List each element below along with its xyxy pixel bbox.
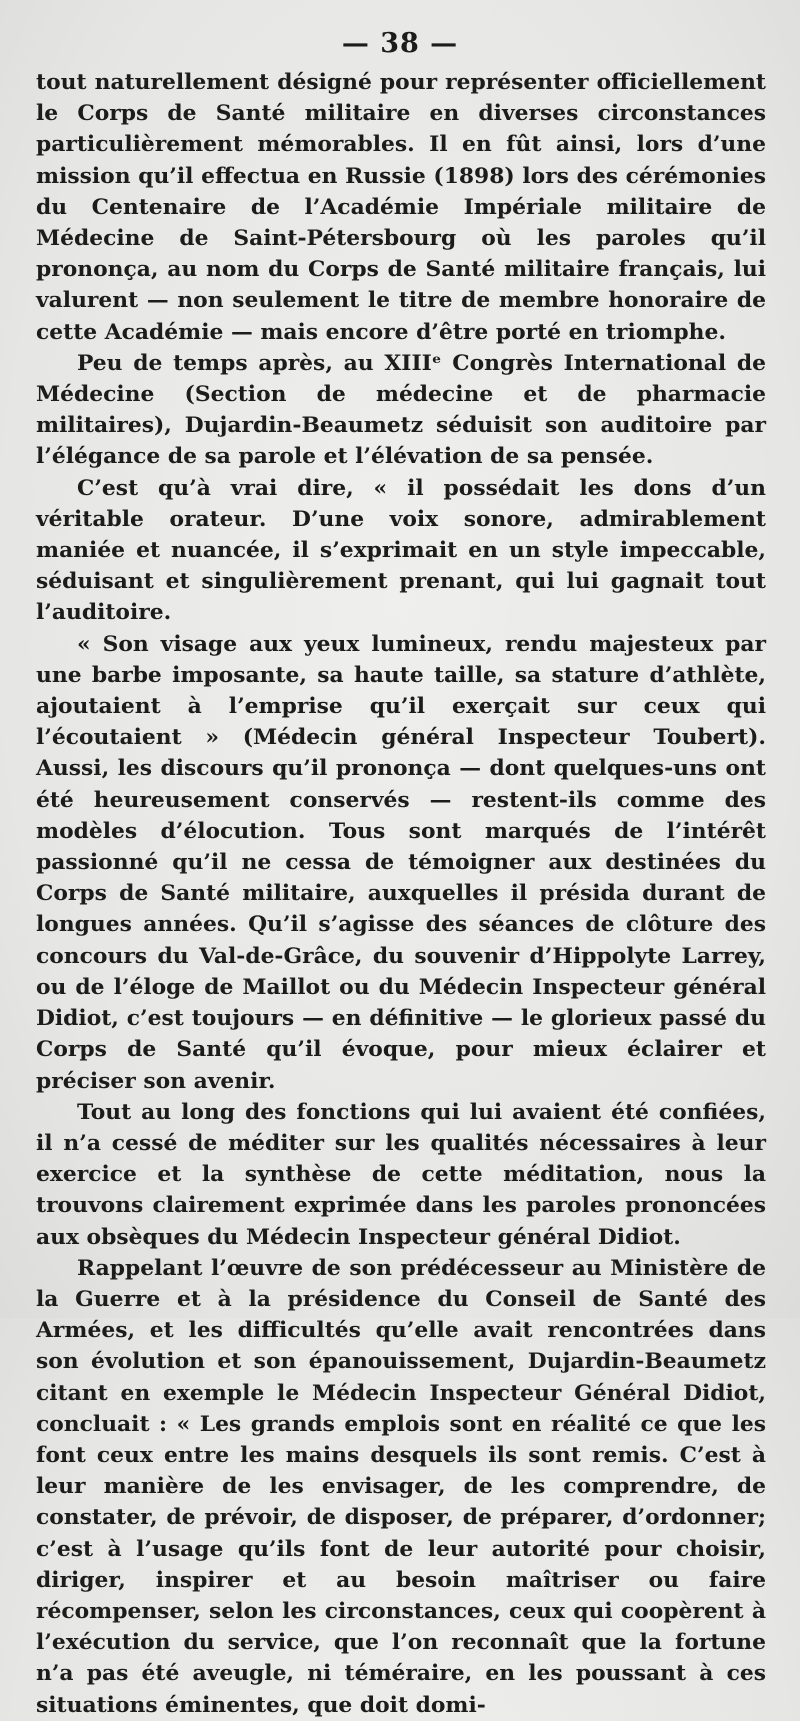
paragraph-5: Tout au long des fonctions qui lui avaient été confiées, il n’a cessé de méditer sur les qualités nécessaires à leur exercice et la synthèse de cette méditation, nous la trouvons clairement exprimée dans les paroles prononcées aux obsèques du Médecin Inspecteur général Didiot. bbox=[36, 1099, 766, 1250]
paragraph-6: Rappelant l’œuvre de son prédécesseur au Ministère de la Guerre et à la présidence du Conseil de Santé des Armées, et les difficultés qu’elle avait rencontrées dans son évolution et son épanouissement, Dujardin-Beaumetz citant en exemple le Médecin Inspecteur Général Didiot, concluait : « Les grands emplois sont en réalité ce que les font ceux entre les mains desquels ils sont remis. C’est à leur manière de les envisager, de les comprendre, de constater, de prévoir, de disposer, de préparer, d’ordonner; c’est à l’usage qu’ils font de leur autorité pour choisir, diriger, inspirer et au besoin maîtriser ou faire récompenser, selon les circonstances, ceux qui coopèrent à l’exécution du service, que l’on reconnaît que la fortune n’a pas été aveugle, ni téméraire, en les poussant à ces situations éminentes, que doit domi- bbox=[36, 1255, 766, 1718]
page-number: — 38 — bbox=[341, 28, 459, 59]
paragraph-3: C’est qu’à vrai dire, « il possédait les dons d’un véritable orateur. D’une voix sonore, admirablement maniée et nuancée, il s’exprimait en un style impeccable, séduisant et singulièrement prenant, qui lui gagnait tout l’auditoire. bbox=[36, 475, 766, 626]
paragraph-1: tout naturellement désigné pour représenter officiellement le Corps de Santé militaire en diverses circonstances particulièrement mémorables. Il en fût ainsi, lors d’une mission qu’il effectua en Russie (1898) lors des cérémonies du Centenaire de l’Académie Impériale militaire de Médecine de Saint-Pétersbourg où les paroles qu’il prononça, au nom du Corps de Santé militaire français, lui valurent — non seulement le titre de membre honoraire de cette Académie — mais encore d’être porté en triomphe. bbox=[36, 70, 766, 345]
text-body bbox=[36, 67, 766, 1721]
paragraph-4: « Son visage aux yeux lumineux, rendu majesteux par une barbe imposante, sa haute taille, sa stature d’athlète, ajoutaient à l’emprise qu’il exerçait sur ceux qui l’écoutaient » (Médecin général Inspecteur Toubert). Aussi, les discours qu’il prononça — dont quelques-uns ont été heureusement conservés — restent-ils comme des modèles d’élocution. Tous sont marqués de l’intérêt passionné qu’il ne cessa de témoigner aux destinées du Corps de Santé militaire, auxquelles il présida durant de longues années. Qu’il s’agisse des séances de clôture des concours du Val-de-Grâce, du souvenir d’Hippolyte Larrey, ou de l’éloge de Maillot ou du Médecin Inspecteur général Didiot, c’est toujours — en définitive — le glorieux passé du Corps de Santé qu’il évoque, pour mieux éclairer et préciser son avenir. bbox=[36, 631, 766, 1094]
paragraph-2: Peu de temps après, au XIIIᵉ Congrès International de Médecine (Section de médecine et de pharmacie militaires), Dujardin-Beaumetz séduisit son auditoire par l’élégance de sa parole et l’élévation de sa pensée. bbox=[36, 350, 766, 470]
